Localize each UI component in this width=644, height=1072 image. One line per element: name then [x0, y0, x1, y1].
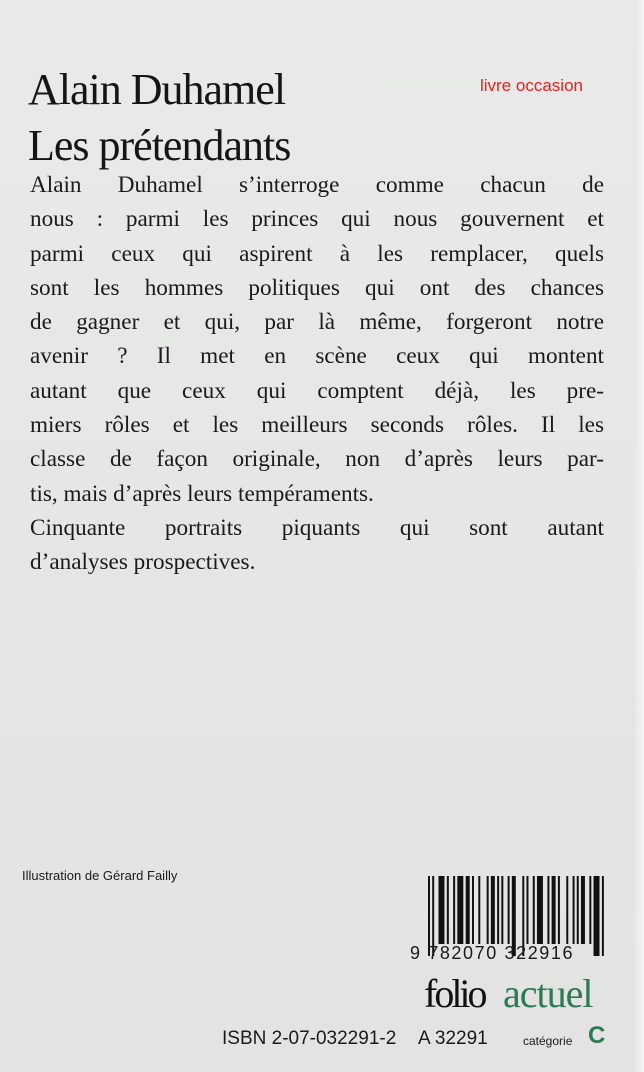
- blurb-line: d’analyses prospectives.: [30, 549, 256, 576]
- barcode-bar: [537, 876, 543, 944]
- barcode-bar: [466, 876, 470, 944]
- blurb-line: Alain Duhamel s’interroge comme chacun de: [30, 172, 604, 198]
- barcode-bar: [453, 876, 455, 944]
- blurb-line: autant que ceux qui comptent déjà, les pre-: [30, 377, 604, 404]
- blurb-line: miers rôles et les meilleurs seconds rôles. Il les: [30, 412, 604, 439]
- blurb-line: Cinquante portraits piquants qui sont autant: [30, 514, 604, 541]
- isbn: ISBN 2-07-032291-2: [222, 1028, 397, 1049]
- category-label: catégorie: [523, 1034, 573, 1048]
- barcode-bar: [508, 876, 510, 944]
- cover-edge: [634, 0, 644, 1072]
- barcode-bar: [533, 876, 535, 944]
- barcode-bar: [487, 876, 489, 944]
- blurb-line: sont les hommes politiques qui ont des chances: [30, 274, 604, 301]
- barcode-bar: [566, 876, 568, 944]
- collection-logo-folio: folio: [424, 971, 485, 1016]
- barcode-bar: [581, 876, 585, 944]
- barcode-bar: [594, 876, 600, 956]
- catalog-number: A 32291: [418, 1028, 488, 1049]
- barcode-bar: [447, 876, 449, 944]
- barcode-bar: [577, 876, 579, 944]
- barcode-digits: 9 782070 322916: [410, 943, 575, 963]
- blurb-line: parmi ceux qui aspirent à les remplacer, quels: [30, 240, 604, 267]
- barcode-bar: [526, 876, 528, 944]
- used-book-stamp: livre occasion: [480, 76, 583, 95]
- blurb-line: classe de façon originale, non d’après leurs par-: [30, 446, 604, 473]
- barcode-bar: [491, 876, 495, 944]
- blurb-line: nous : parmi les princes qui nous gouvernent et: [30, 206, 604, 233]
- barcode-bar: [589, 876, 591, 944]
- book-title: Les prétendants: [28, 121, 291, 170]
- barcode-bar: [438, 876, 444, 944]
- barcode-bar: [552, 876, 556, 944]
- category-letter: C: [588, 1022, 606, 1049]
- blurb-line: avenir ? Il met en scène ceux qui montent: [30, 343, 604, 370]
- barcode-bar: [457, 876, 463, 944]
- barcode-bar: [478, 876, 480, 944]
- barcode-bar: [501, 876, 503, 944]
- barcode-bar: [547, 876, 549, 944]
- barcode-bar: [602, 876, 604, 956]
- blurb-line: tis, mais d’après leurs tempéraments.: [30, 480, 374, 507]
- blurb: [30, 168, 604, 580]
- blurb-line: de gagner et qui, par là même, forgeront notre: [30, 309, 604, 336]
- barcode-bar: [573, 876, 575, 944]
- illustration-credit: Illustration de Gérard Failly: [22, 868, 178, 883]
- barcode-bar: [497, 876, 499, 944]
- barcode-bar: [558, 876, 560, 944]
- barcode-bar: [472, 876, 474, 944]
- author-name: Alain Duhamel: [28, 65, 286, 114]
- collection-logo-actuel: actuel: [503, 971, 593, 1016]
